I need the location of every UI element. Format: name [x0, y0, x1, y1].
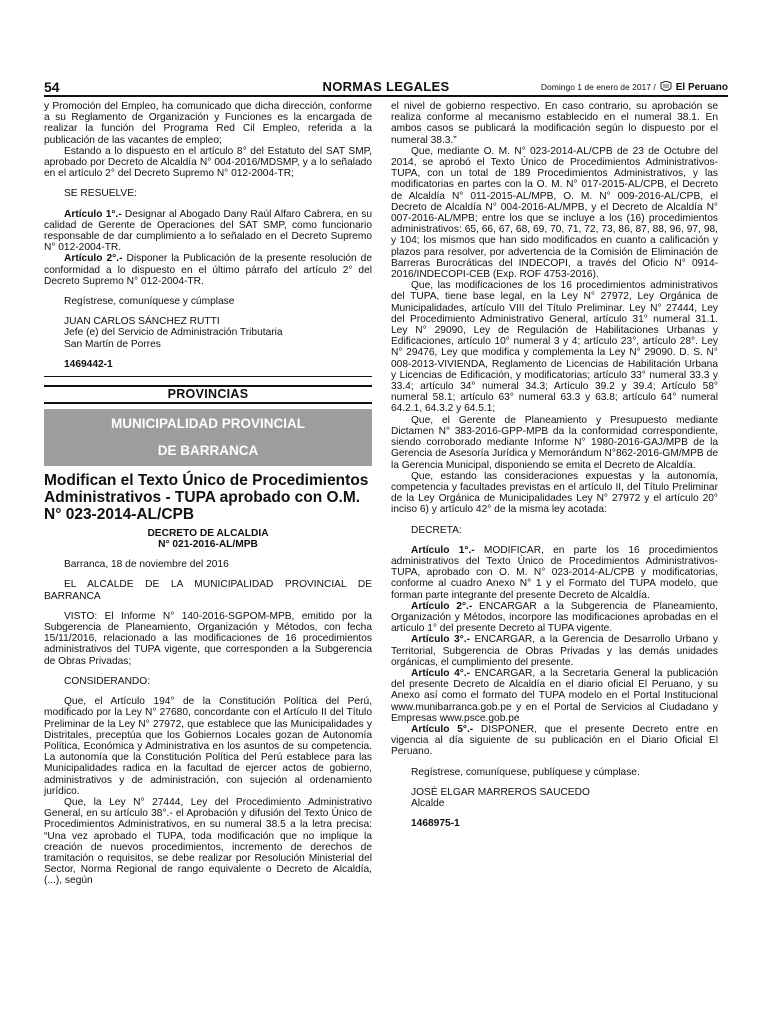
signature-title: Jefe (e) del Servicio de Administración Tributaria — [64, 327, 283, 339]
article-3: Artículo 3°.- ENCARGAR, a la Gerencia de Desarrollo Urbano y Territorial, Subgerencia de Obras Privadas y las demás unidades orgánicas, el cumplimiento del presente. — [391, 634, 718, 668]
article-label: Artículo 2°.- — [411, 600, 473, 612]
paragraph: el nivel de gobierno respectivo. En caso contrario, su aprobación se realiza conforme al mecanismo establecido en el numeral 38.1. En ambos casos se publicará la modificación según lo dispuesto por el numeral 38.3.” — [391, 101, 718, 146]
decree-title: DECRETO DE ALCALDIA — [147, 528, 269, 540]
resuelve-heading: SE RESUELVE: — [64, 188, 137, 200]
section-heading: PROVINCIAS — [44, 385, 372, 404]
article-label: Artículo 5°.- — [411, 723, 474, 735]
paragraph: Que, mediante O. M. N° 023-2014-AL/CPB de 23 de Octubre del 2014, se aprobó el Texto Único de Procedimientos Administrativos- TUPA, con un total de 189 Procedimientos Administrativos, y las modificatorias en partes con la O. M. N° 017-2015-AL/CPB, el Decreto de Alcaldía N° 011-2015-AL/MPB, O. M. N° 009-2016-AL/CPB, el Decreto de Alcaldía N° 004-2016-AL/MPB, y el Decreto de Alcaldía N° 007-2016-AL/MPB; entre los que se incluye a los (16) procedimientos administrativos: 65, 66, 67, 68, 69, 70, 71, 72, 73, 86, 87, 88, 96, 97, 98, y 104; los mismos que han sido modificados en cuanto a calificación y plazos para resolver, por advertencia de la Comisión de Eliminación de Barreras Burocráticas del INDECOPI, a través del Oficio N° 0914-2016/INDECOPI-CEB (Exp. ROF 4753-2016). — [391, 145, 718, 281]
article-label: Artículo 2°.- — [64, 253, 123, 265]
article-2: Artículo 2°.- ENCARGAR a la Subgerencia de Planeamiento, Organización y Métodos, incorpore las modificaciones aprobadas en el artículo 1° del presente Decreto al TUPA vigente. — [391, 600, 719, 635]
paragraph: Que, la Ley N° 27444, Ley del Procedimiento Administrativo General, en su artículo 38°.- el Aprobación y difusión del Texto Único de Procedimientos Administrativos, en su numeral 38.5 a la letra precisa: “Una vez aprobado el TUPA, toda modificación que no implique la creación de nuevos procedimientos, incremento de derechos de tramitación o requisitos, se debe realizar por Resolución Ministerial del Sector, Norma Regional de rango equivalente o Decreto de Alcaldía, (...), según — [44, 796, 372, 887]
institution-banner — [44, 409, 372, 466]
publication-code: 1468975-1 — [411, 818, 460, 830]
page-number: 54 — [44, 79, 60, 95]
paragraph: Que, el Artículo 194° de la Constitución Política del Perú, modificado por la Ley N° 27680, concordante con el Artículo II del Título Preliminar de la Ley N° 27972, que establece que las Municipalidades y Distritales, preceptúa que los Gobiernos Locales gozan de Autonomía Política, Económica y Administrativa en los asuntos de su competencia. La autonomía que la Constitución Política del Perú establece para las Municipalidades radica en la facultad de ejercer actos de gobierno, administrativos y de administración, con sujeción al ordenamiento jurídico. — [44, 696, 372, 797]
considerando-heading: CONSIDERANDO: — [64, 675, 151, 687]
issue-date: Domingo 1 de enero de 2017 / — [540, 82, 656, 92]
article-2: Artículo 2°.- Disponer la Publicación de la presente resolución de conformidad a lo dispuesto en el último párrafo del artículo 2° del Decreto Supremo N° 012-2004-TR. — [44, 253, 373, 287]
signature-title: San Martín de Porres — [64, 338, 161, 350]
journal-title: NORMAS LEGALES — [322, 79, 450, 94]
closing-formula: Regístrese, comuníquese, publíquese y cúmplase. — [411, 766, 640, 778]
article-5: Artículo 5°.- DISPONER, que el presente Decreto entre en vigencia al día siguiente de su publicación en el Diario Oficial El Peruano. — [391, 723, 719, 758]
date-line: Barranca, 18 de noviembre del 2016 — [64, 559, 229, 571]
right-column — [391, 101, 718, 829]
decreta-heading: DECRETA: — [411, 524, 462, 536]
signature-name: JUAN CARLOS SÁNCHEZ RUTTI — [64, 316, 220, 328]
paragraph: Que, el Gerente de Planeamiento y Presupuesto mediante Dictamen N° 383-2016-GPP-MPB da la conformidad correspondiente, siendo corroborado mediante Informe N° 1980-2016-GAJ/MPB de la Gerencia de Asesoría Jurídica y Memorándum N°862-2016-GM/MPB de la Gerencia Municipal, disponiendo se emita el Decreto de Alcaldía. — [391, 414, 718, 471]
issuer: EL ALCALDE DE LA MUNICIPALIDAD PROVINCIAL DE BARRANCA — [44, 579, 372, 602]
page-header — [44, 79, 728, 97]
coat-of-arms-icon — [659, 81, 673, 93]
paragraph: VISTO: El Informe N° 140-2016-SGPOM-MPB, emitido por la Subgerencia de Planeamiento, Organización y Métodos, con fecha 15/11/2016, relacionado a las modificaciones de 16 procedimientos administrativos del TUPA vigente, que corresponden a la Subgerencia de Obras Privadas; — [44, 610, 372, 667]
article-label: Artículo 4°.- — [411, 667, 471, 679]
header-date-brand — [541, 81, 728, 93]
paragraph: Que, las modificaciones de los 16 procedimientos administrativos del TUPA, tiene base legal, en la Ley N° 27972, Ley Orgánica de Municipalidades, artículo VIII del Título Preliminar. Ley N° 27444, Ley del Procedimiento Administrativo General, artículo 31° numeral 31.1. Ley N° 29090, Ley de Regulación de Habilitaciones Urbanas y Edificaciones, artículo 10° numeral 3 y 4; artículo 23°, artículo 28°. Ley N° 29476, Ley que modifica y complementa la Ley N° 29090. D. S. N° 008-2013-VIVIENDA, Reglamento de Licencias de Habilitación Urbana y Licencias de Edificación, y modificatorias; artículo 33° numeral 33.3 y 33.4; artículo 34° numeral 34.3; Artículo 39.2 y 39.4; Artículo 58° numeral 58.1; artículo 63° numeral 63.3 y 63.8; artículo 64° numeral 64.2.1, 64.3.2 y 64.5.1; — [391, 280, 718, 415]
article-4: Artículo 4°.- ENCARGAR, a la Secretaria General la publicación del presente Decreto de Alcaldía en el diario oficial El Peruano, y su Anexo así como el formato del TUPA modelo en el Portal Institucional www.munibarranca.gob.pe y en el Portal de Servicios al Ciudadano y Empresas www.psce.gob.pe — [391, 667, 719, 724]
institution-name-line: MUNICIPALIDAD PROVINCIAL — [111, 416, 305, 432]
signature-name: JOSÉ ELGAR MARREROS SAUCEDO — [411, 786, 590, 798]
institution-name-line: DE BARRANCA — [157, 443, 259, 459]
signature-title: Alcalde — [411, 797, 445, 809]
paragraph: y Promoción del Empleo, ha comunicado que dicha dirección, conforme a su Reglamento de Organización y Funciones es la encargada de realizar la función del Programa Red Cil Empleo, referida a la publicación de las vacantes de empleo; — [44, 101, 372, 146]
article-1: Artículo 1°.- Designar al Abogado Dany Raúl Alfaro Cabrera, en su calidad de Gerente de Operaciones del SAT SMP, como funcionario responsable de dar cumplimiento a lo señalado en el Decreto Supremo N° 012-2004-TR. — [44, 208, 373, 254]
article-1: Artículo 1°.- MODIFICAR, en parte los 16 procedimientos administrativos del Texto Único de Procedimientos Administrativos- TUPA, aprobado con O. M. N° 023-2014-AL/CPB y modificatorias, conforme al cuadro Anexo N° 1 y el Formato del TUPA modelo, que forman parte integrante del presente Decreto de Alcaldía. — [391, 544, 719, 601]
paragraph: Que, estando las consideraciones expuestas y la autonomía, competencia y facultades previstas en el artículo II, del Título Preliminar de la Ley Orgánica de Municipalidades Ley N° 27972 y el artículo 20° inciso 6) y artículo 42° de la misma ley acotada: — [391, 470, 718, 516]
article-headline: Modifican el Texto Único de Procedimientos Administrativos - TUPA aprobado con O.M. N° 023-2014-AL/CPB — [44, 472, 369, 524]
left-column — [44, 101, 372, 887]
article-label: Artículo 3°.- — [411, 634, 470, 646]
decree-number: N° 021-2016-AL/MPB — [158, 539, 258, 551]
article-label: Artículo 1°.- — [64, 208, 122, 220]
paragraph: Estando a lo dispuesto en el artículo 8° del Estatuto del SAT SMP, aprobado por Decreto de Alcaldía N° 004-2016/MDSMP, y a lo señalado en el artículo 2° del Decreto Supremo N° 012-2004-TR; — [44, 145, 372, 180]
closing-formula: Regístrese, comuníquese y cúmplase — [64, 296, 235, 308]
publication-code: 1469442-1 — [64, 358, 113, 370]
article-label: Artículo 1°.- — [411, 544, 475, 556]
brand-name: El Peruano — [675, 81, 728, 93]
